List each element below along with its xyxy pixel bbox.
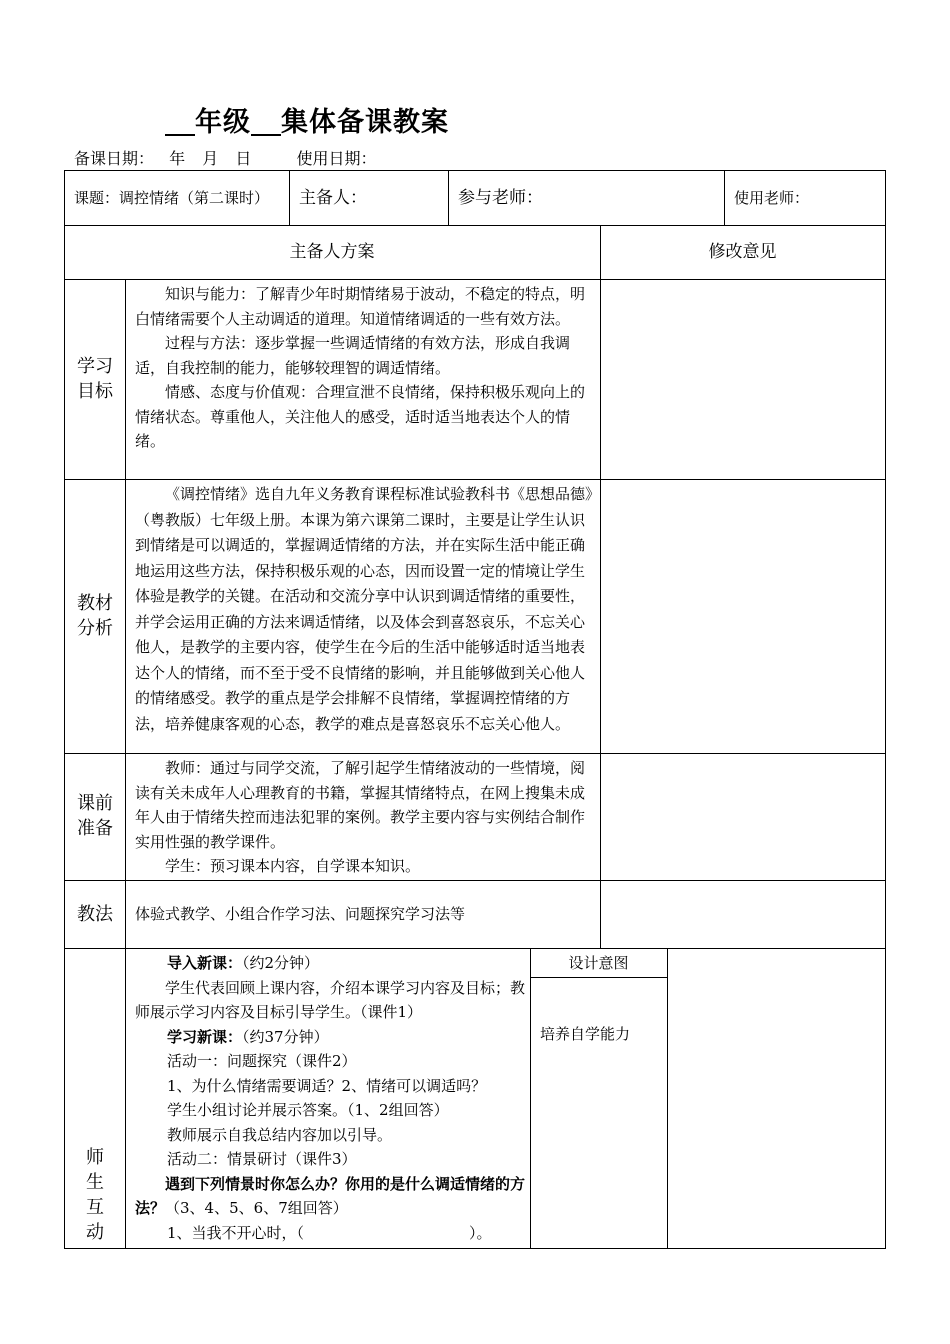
method-label: 教法 [77, 904, 113, 925]
grid-line [64, 880, 886, 881]
grid-line [64, 225, 886, 226]
grid-line [125, 279, 126, 1249]
interaction-label [65, 1145, 125, 1245]
participants-cell: 参与老师： [458, 188, 543, 208]
prep-date-day: 日 [235, 149, 252, 168]
grid-line [64, 753, 886, 754]
scenario-item-text: 1、当我不开心时，（ [167, 1223, 305, 1242]
title-text: 集体备课教案 [281, 107, 449, 138]
intro-text: 学生代表回顾上课内容，介绍本课学习内容及目标；教师展示学习内容及目标引导学生。（课件1） [135, 978, 526, 1021]
grid-line [885, 170, 886, 1249]
grid-line [530, 948, 531, 1249]
scenario-groups: （3、4、5、6、7组回答） [165, 1199, 348, 1217]
label-line: 目标 [77, 381, 113, 402]
activity-one: 活动一：问题探究（课件2） [167, 1052, 357, 1070]
activity-two: 活动二：情景研讨（课件3） [167, 1150, 357, 1168]
label-line: 准备 [77, 818, 113, 839]
label-line: 学习 [77, 356, 113, 377]
grade-blank [165, 108, 195, 136]
grid-line [724, 170, 725, 225]
user-teacher-cell: 使用老师： [734, 189, 810, 207]
grid-line [64, 170, 886, 171]
label-line: 生 [86, 1172, 104, 1193]
scenario-item-end: ）。 [469, 1223, 492, 1242]
objective-process: 过程与方法：逐步掌握一些调适情绪的有效方法，形成自我调适，自我控制的能力，能够较理智的调适情绪。 [135, 334, 571, 377]
objectives-content [135, 282, 593, 454]
scenario-prompt [135, 1172, 525, 1221]
preparation-teacher: 教师：通过与同学交流，了解引起学生情绪波动的一些情境，阅读有关未成年人心理教育的书籍，掌握其情绪特点，在网上搜集未成年人由于情绪失控而违法犯罪的案例。教学主要内容与实例结合制作实用性强的教学课件。 [135, 759, 586, 851]
preparation-content [135, 756, 593, 879]
grid-line [448, 170, 449, 225]
topic-cell: 课题：调控情绪（第二课时） [74, 189, 270, 207]
revision-column-heading: 修改意见 [708, 242, 777, 262]
date-line [74, 146, 380, 169]
label-line: 师 [86, 1147, 104, 1168]
analysis-label [65, 591, 125, 641]
grade-label: 年级 [195, 107, 251, 138]
grid-line [600, 225, 601, 948]
intro-time: （约2分钟） [242, 954, 320, 972]
prep-date-year: 年 [169, 149, 186, 168]
label-line: 教材 [77, 593, 113, 614]
new-lesson-line [135, 1025, 525, 1050]
interaction-content [135, 951, 525, 1245]
grid-line [64, 279, 886, 280]
label-line: 分析 [77, 618, 113, 639]
scenario-item-1 [135, 1221, 525, 1246]
lead-teacher-cell: 主备人： [299, 188, 367, 208]
design-intent-note: 培养自学能力 [540, 1025, 631, 1043]
scenario-question: 遇到下列情景时你怎么办？你用的是什么调适情绪的方法？ [135, 1174, 526, 1217]
grid-line [530, 977, 667, 978]
preparation-student: 学生：预习课本内容，自学课本知识。 [165, 857, 421, 875]
activity-one-questions: 1、为什么情绪需要调适？2、情绪可以调适吗？ [167, 1076, 487, 1095]
group-blank [251, 108, 281, 136]
page-title [165, 100, 449, 139]
activity-one-teacher: 教师展示自我总结内容加以引导。 [167, 1125, 393, 1144]
grid-line [667, 948, 668, 1249]
objectives-label [65, 354, 125, 404]
grid-line [64, 948, 886, 949]
label-line: 课前 [77, 793, 113, 814]
design-intent-header: 设计意图 [568, 954, 629, 972]
new-lesson-time: （约37分钟） [242, 1027, 329, 1046]
label-line: 互 [86, 1197, 104, 1218]
grid-line [64, 479, 886, 480]
analysis-content [135, 482, 593, 737]
preparation-label [65, 791, 125, 841]
intro-title: 导入新课： [167, 954, 243, 972]
grid-line [64, 170, 65, 1249]
new-lesson-title: 学习新课： [167, 1027, 243, 1046]
activity-one-groups: 学生小组讨论并展示答案。（1、2组回答） [167, 1101, 449, 1119]
grid-line [289, 170, 290, 225]
objective-attitude: 情感、态度与价值观：合理宣泄不良情绪，保持积极乐观向上的情绪状态。尊重他人，关注他人的感受，适时适当地表达个人的情绪。 [135, 383, 586, 450]
plan-column-heading: 主备人方案 [289, 242, 375, 262]
intro-line [135, 951, 525, 976]
label-line: 动 [86, 1222, 104, 1243]
method-content: 体验式教学、小组合作学习法、问题探究学习法等 [135, 905, 466, 923]
use-date-label: 使用日期： [296, 149, 377, 168]
analysis-paragraph: 《调控情绪》选自九年义务教育课程标准试验教科书《思想品德》（粤教版）七年级上册。本课为第六课第二课时，主要是让学生认识到情绪是可以调适的，掌握调适情绪的方法，并在实际生活中能正确地运用这些方法，保持积极乐观的心态，因而设置一定的情境让学生体验是教学的关键。在活动和交流分享中认识到调适情绪的重要性，并学会运用正确的方法来调适情绪，以及体会到喜怒哀乐，不忘关心他人，是教学的主要内容，使学生在今后的生活中能够适时适当地表达个人的情绪，而不至于受不良情绪的影响，并且能够做到关心他人的情绪感受。教学的重点是学会排解不良情绪，掌握调控情绪的方法，培养健康客观的心态，教学的难点是喜怒哀乐不忘关心他人。 [135, 485, 593, 733]
prep-date-month: 月 [202, 149, 219, 168]
grid-line [64, 1248, 886, 1249]
prep-date-label: 备课日期： [74, 149, 155, 168]
objective-knowledge: 知识与能力：了解青少年时期情绪易于波动，不稳定的特点，明白情绪需要个人主动调适的道理。知道情绪调适的一些有效方法。 [135, 285, 586, 328]
